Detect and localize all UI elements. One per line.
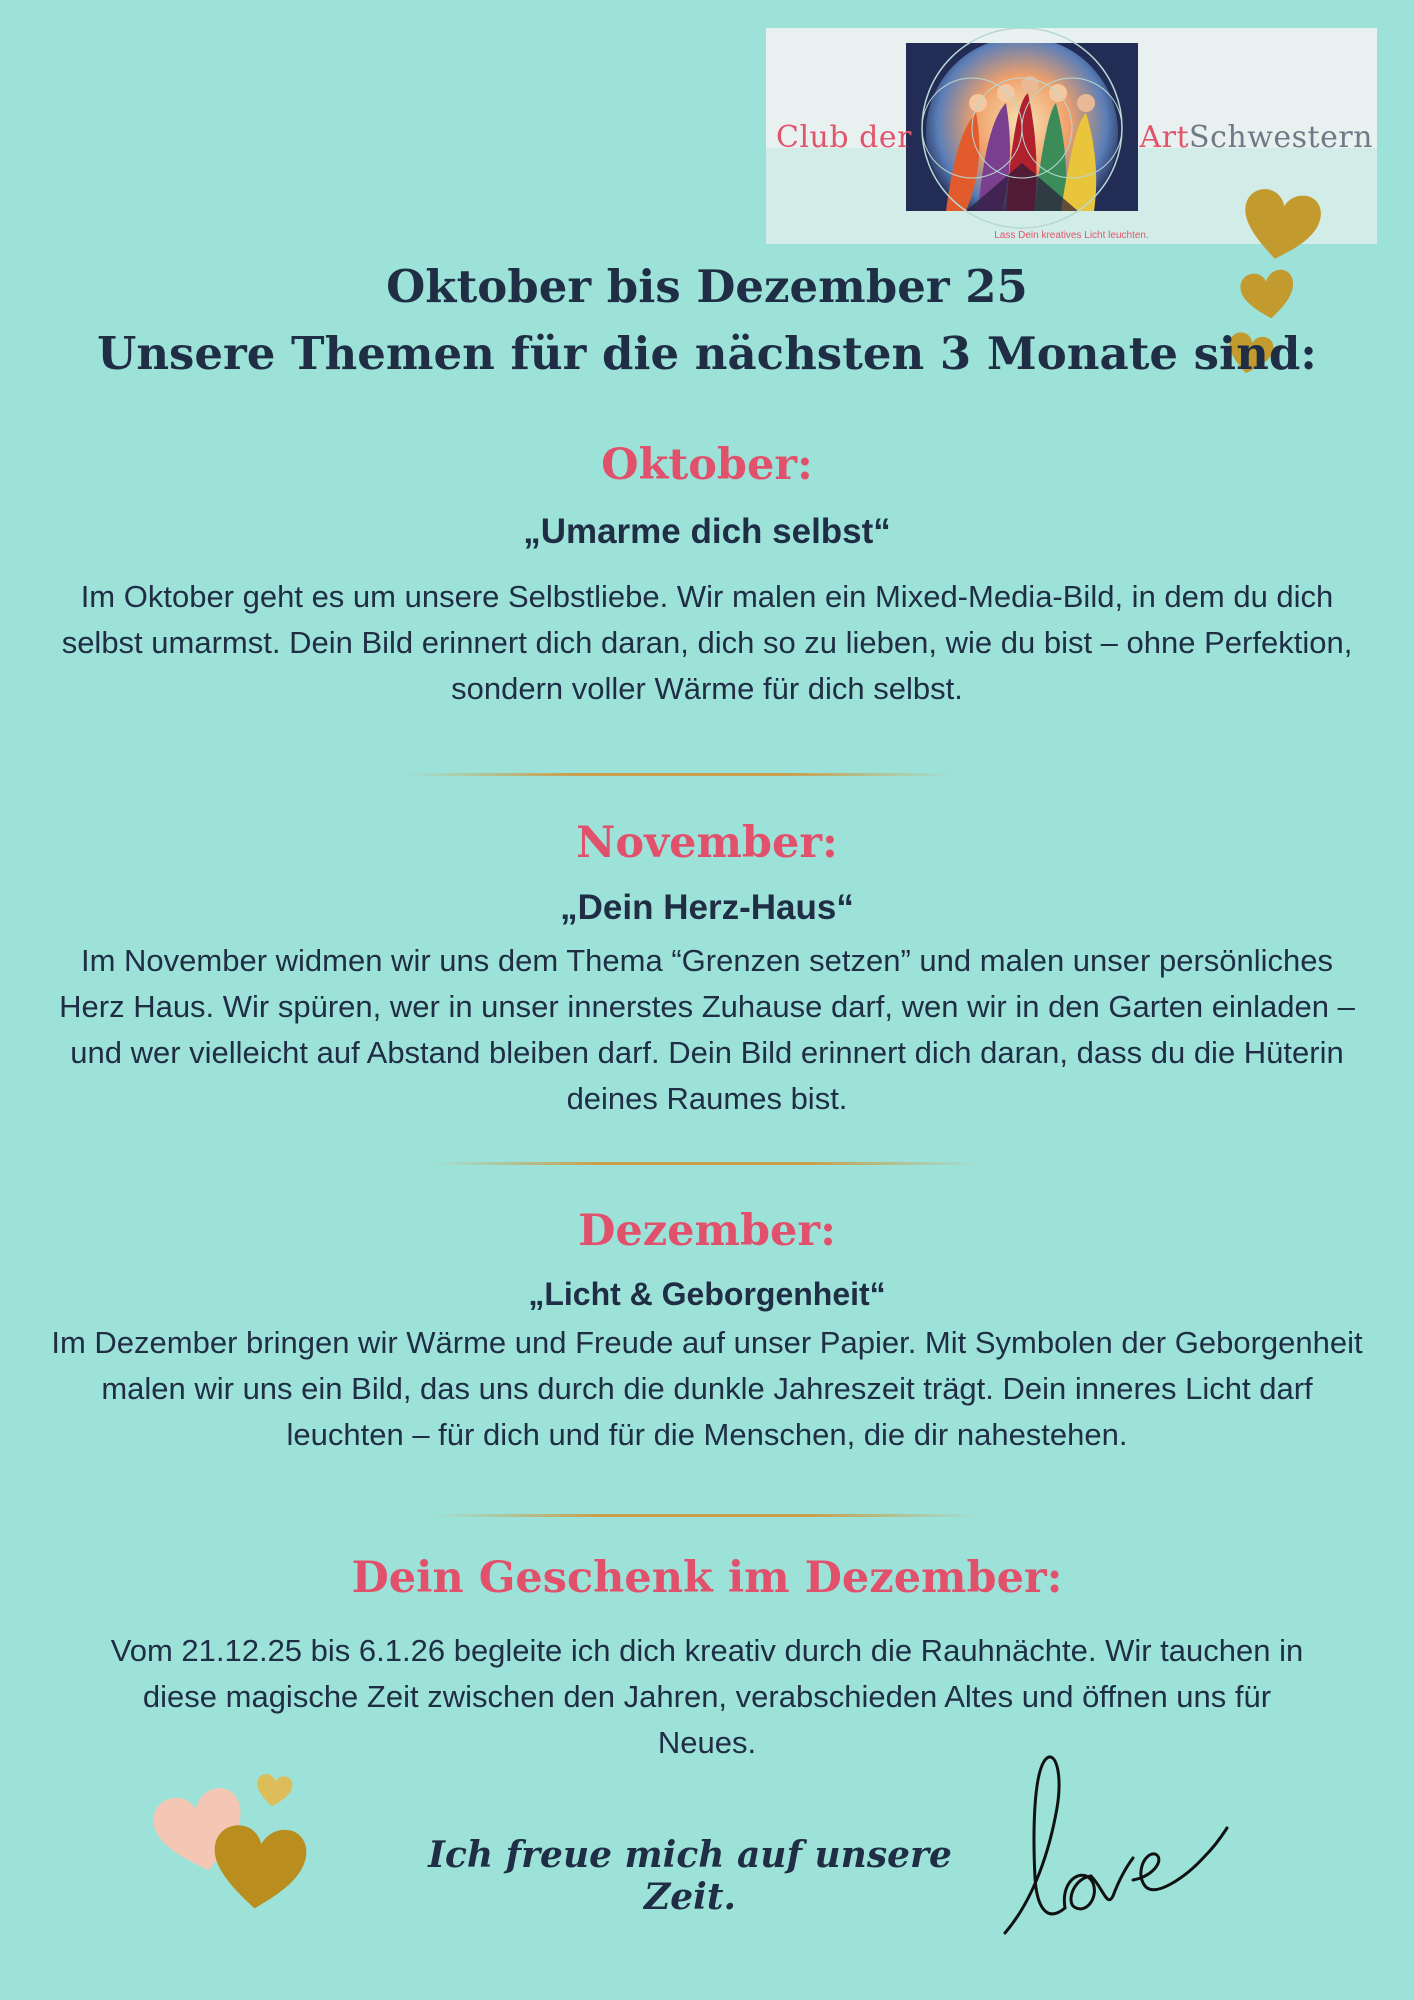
logo-tagline: Lass Dein kreatives Licht leuchten. [994,230,1149,241]
heart-icon [1238,183,1324,265]
section-dezember-text: Im Dezember bringen wir Wärme und Freude auf unser Papier. Mit Symbolen der Geborgenheit malen wir uns ein Bild, das uns durch die dunkle Jahreszeit trägt. Dein inneres Licht darf leuchten – für dich und für die Menschen, die dir nahestehen. [51,1325,1363,1452]
section-november-month: November: [576,818,838,868]
divider [430,1514,980,1517]
heart-icon [207,1812,311,1920]
gift-text: Vom 21.12.25 bis 6.1.26 begleite ich dich kreativ durch die Rauhnächte. Wir tauchen in diese magische Zeit zwischen den Jahren, verabschieden Altes und öffnen uns für Neues. [110,1633,1304,1760]
section-november-theme: „Dein Herz-Haus“ [560,888,854,927]
logo-right-accent: Art [1139,120,1190,155]
heart-icon [254,1766,294,1814]
section-dezember-month: Dezember: [578,1206,836,1256]
section-november-text: Im November widmen wir uns dem Thema “Grenzen setzen” und malen unser persönliches Herz Haus. Wir spüren, wer in unser innerstes Zuhause darf, wen wir in den Garten einladen – und wer vielleicht auf Abstand bleiben darf. Dein Bild erinnert dich daran, dass du die Hüterin deines Raumes bist. [59,943,1355,1116]
header-line-2: Unsere Themen für die nächsten 3 Monate sind: [97,327,1317,380]
section-oktober-theme: „Umarme dich selbst“ [523,512,891,551]
section-dezember-theme: „Licht & Geborgenheit“ [528,1276,886,1312]
divider [430,1162,980,1165]
section-oktober-month: Oktober: [601,440,813,490]
closing-text: Ich freue mich auf unsere Zeit. [428,1834,952,1918]
section-oktober-text: Im Oktober geht es um unsere Selbstliebe. Wir malen ein Mixed-Media-Bild, in dem du dich selbst umarmst. Dein Bild erinnert dich daran, dich so zu lieben, wie du bist – ohne Perfektion, sondern voller Wärme für dich selbst. [61,579,1353,706]
divider [405,773,955,776]
gift-title: Dein Geschenk im Dezember: [351,1553,1063,1603]
logo-right-rest: Schwestern [1189,120,1373,155]
logo-right-text [1139,120,1373,155]
love-signature [995,1748,1235,1938]
logo-left-text: Club der [776,120,912,155]
header-line-1: Oktober bis Dezember 25 [386,260,1028,313]
flower-of-life-icon [906,28,1138,244]
